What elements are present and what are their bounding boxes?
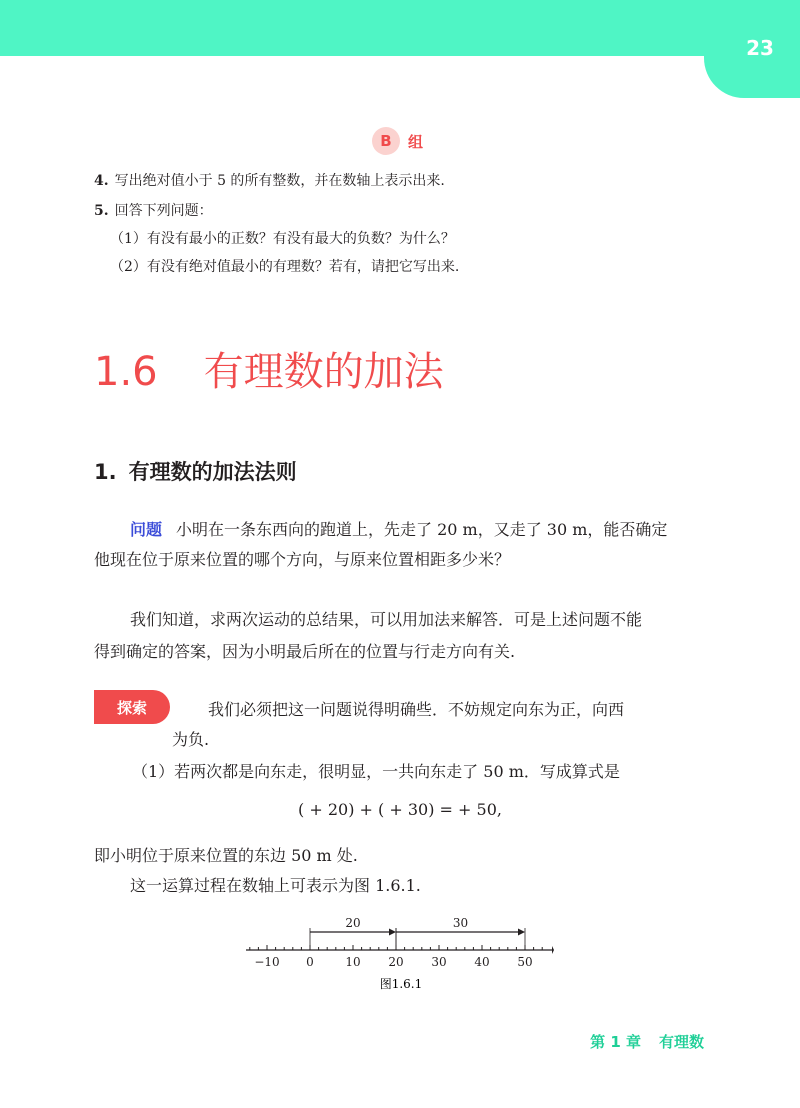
explore-line-2: 为负. — [172, 730, 210, 749]
exercise-number: 4. — [94, 173, 109, 189]
exercise-text: 回答下列问题： — [114, 203, 213, 219]
explore-line-1: 我们必须把这一问题说得明确些．不妨规定向东为正，向西 — [208, 700, 625, 719]
after-formula-text: 即小明位于原来位置的东边 50 m 处. — [94, 846, 358, 865]
group-badge: B — [372, 127, 400, 155]
paragraph-line-2: 得到确定的答案，因为小明最后所在的位置与行走方向有关. — [94, 642, 516, 661]
tick-label: 20 — [388, 955, 404, 969]
problem-line-1 — [130, 520, 667, 540]
paragraph-line-1: 我们知道，求两次运动的总结果，可以用加法来解答．可是上述问题不能 — [130, 610, 643, 629]
number-line-arrowhead — [552, 946, 554, 954]
subsection-number: 1. — [94, 460, 117, 484]
footer — [590, 1031, 704, 1052]
exercise-5 — [94, 202, 213, 220]
sub-question-2: （2）有没有绝对值最小的有理数？若有，请把它写出来. — [110, 259, 460, 275]
addition-formula: ( + 20) + ( + 30) = + 50, — [298, 800, 502, 819]
tick-label: 40 — [474, 955, 490, 969]
exercise-text: 写出绝对值小于 5 的所有整数，并在数轴上表示出来. — [114, 173, 445, 189]
exercise-4 — [94, 172, 445, 190]
group-label: 组 — [408, 132, 424, 151]
sub-question-1: （1）有没有最小的正数？有没有最大的负数？为什么？ — [110, 231, 455, 247]
footer-title: 有理数 — [658, 1033, 704, 1051]
header-band — [0, 0, 800, 56]
exercise-group-heading — [372, 126, 423, 156]
tick-label: −10 — [254, 955, 280, 969]
tick-label: 10 — [345, 955, 361, 969]
section-title — [94, 340, 444, 397]
page-number: 23 — [746, 36, 774, 60]
explore-tag: 探索 — [94, 690, 170, 724]
footer-chapter: 第 1 章 — [590, 1033, 641, 1051]
problem-label: 问题 — [130, 520, 163, 539]
tick-label: 0 — [306, 955, 314, 969]
step-arrowhead — [518, 929, 525, 936]
problem-text: 小明在一条东西向的跑道上，先走了 20 m，又走了 30 m，能否确定 — [176, 520, 668, 539]
number-line-figure — [240, 910, 560, 1000]
step-label: 20 — [345, 916, 361, 930]
figure-intro-text: 这一运算过程在数轴上可表示为图 1.6.1. — [130, 876, 421, 895]
figure-caption: 图1.6.1 — [379, 977, 423, 991]
exercise-number: 5. — [94, 203, 109, 219]
step-label: 30 — [452, 916, 469, 930]
subsection-name: 有理数的加法法则 — [128, 460, 297, 484]
step-arrowhead — [389, 929, 396, 936]
subsection-title — [94, 456, 297, 486]
tick-label: 30 — [431, 955, 447, 969]
section-number: 1.6 — [94, 349, 158, 395]
case-1-text: （1）若两次都是向东走，很明显，一共向东走了 50 m．写成算式是 — [132, 762, 620, 781]
tick-label: 50 — [517, 955, 533, 969]
section-name: 有理数的加法 — [203, 349, 444, 395]
problem-line-2: 他现在位于原来位置的哪个方向，与原来位置相距多少米？ — [94, 550, 511, 569]
